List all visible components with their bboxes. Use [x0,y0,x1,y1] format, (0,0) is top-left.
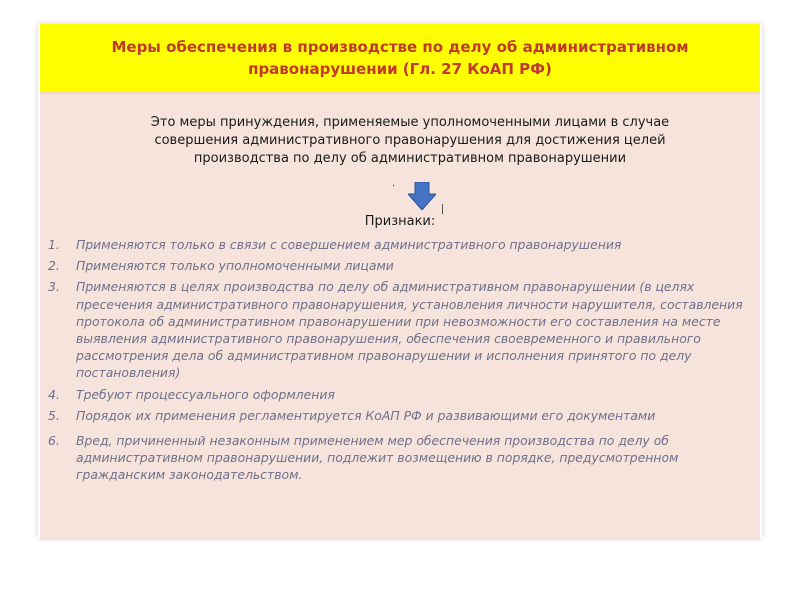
list-item [48,257,756,274]
definition-text [70,114,750,168]
list-item [48,432,756,484]
signs-heading: Признаки: [364,214,436,229]
list-item-number: 6. [48,433,60,449]
down-arrow-icon [408,182,436,210]
list-item [48,407,756,424]
list-item-text: Применяются только в связи с совершением административного правонарушения [76,237,622,252]
list-item-text: Требуют процессуального оформления [76,386,335,402]
title-band [40,24,760,92]
stray-dot: . [392,178,396,189]
arrow-tick-mark [442,204,443,214]
definition-line-2: совершения административного правонарушения для достижения целей [154,133,666,148]
slide-title [80,36,720,80]
list-item-number: 4. [48,386,60,402]
list-item [48,386,756,403]
list-item-number: 1. [48,237,60,252]
list-item-text: Вред, причиненный незаконным применением мер обеспечения производства по делу об административном правонарушении, подлежит возмещению в порядке, предусмотренном гражданским законодательством. [76,433,679,483]
list-item [48,236,756,253]
list-item [48,278,756,381]
definition-line-3: производства по делу об административном правонарушении [193,151,627,166]
slide-title-line-1: Меры обеспечения в производстве по делу об административном [111,38,689,56]
slide-title-line-2: правонарушении (Гл. 27 КоАП РФ) [248,60,552,78]
list-item-text: Применяются в целях производства по делу об административном правонарушении (в целях пресечения административного правонарушения, установления личности нарушителя, составления протокола об административном правонарушении при невозможности его составления на месте выявления административного правонарушения, обеспечения своевременного и правильного рассмотрения дела об административном правонарушении и исполнения принятого по делу постановления) [76,279,743,381]
definition-line-1: Это меры принуждения, применяемые уполномоченными лицами в случае [150,115,670,130]
list-item-number: 5. [48,407,60,423]
list-item-text: Применяются только уполномоченными лицами [76,258,394,274]
list-item-text: Порядок их применения регламентируется КоАП РФ и развивающими его документами [76,407,656,423]
list-item-number: 2. [48,258,60,274]
signs-list [48,236,756,488]
list-item-number: 3. [48,279,60,295]
content-panel [40,92,760,540]
